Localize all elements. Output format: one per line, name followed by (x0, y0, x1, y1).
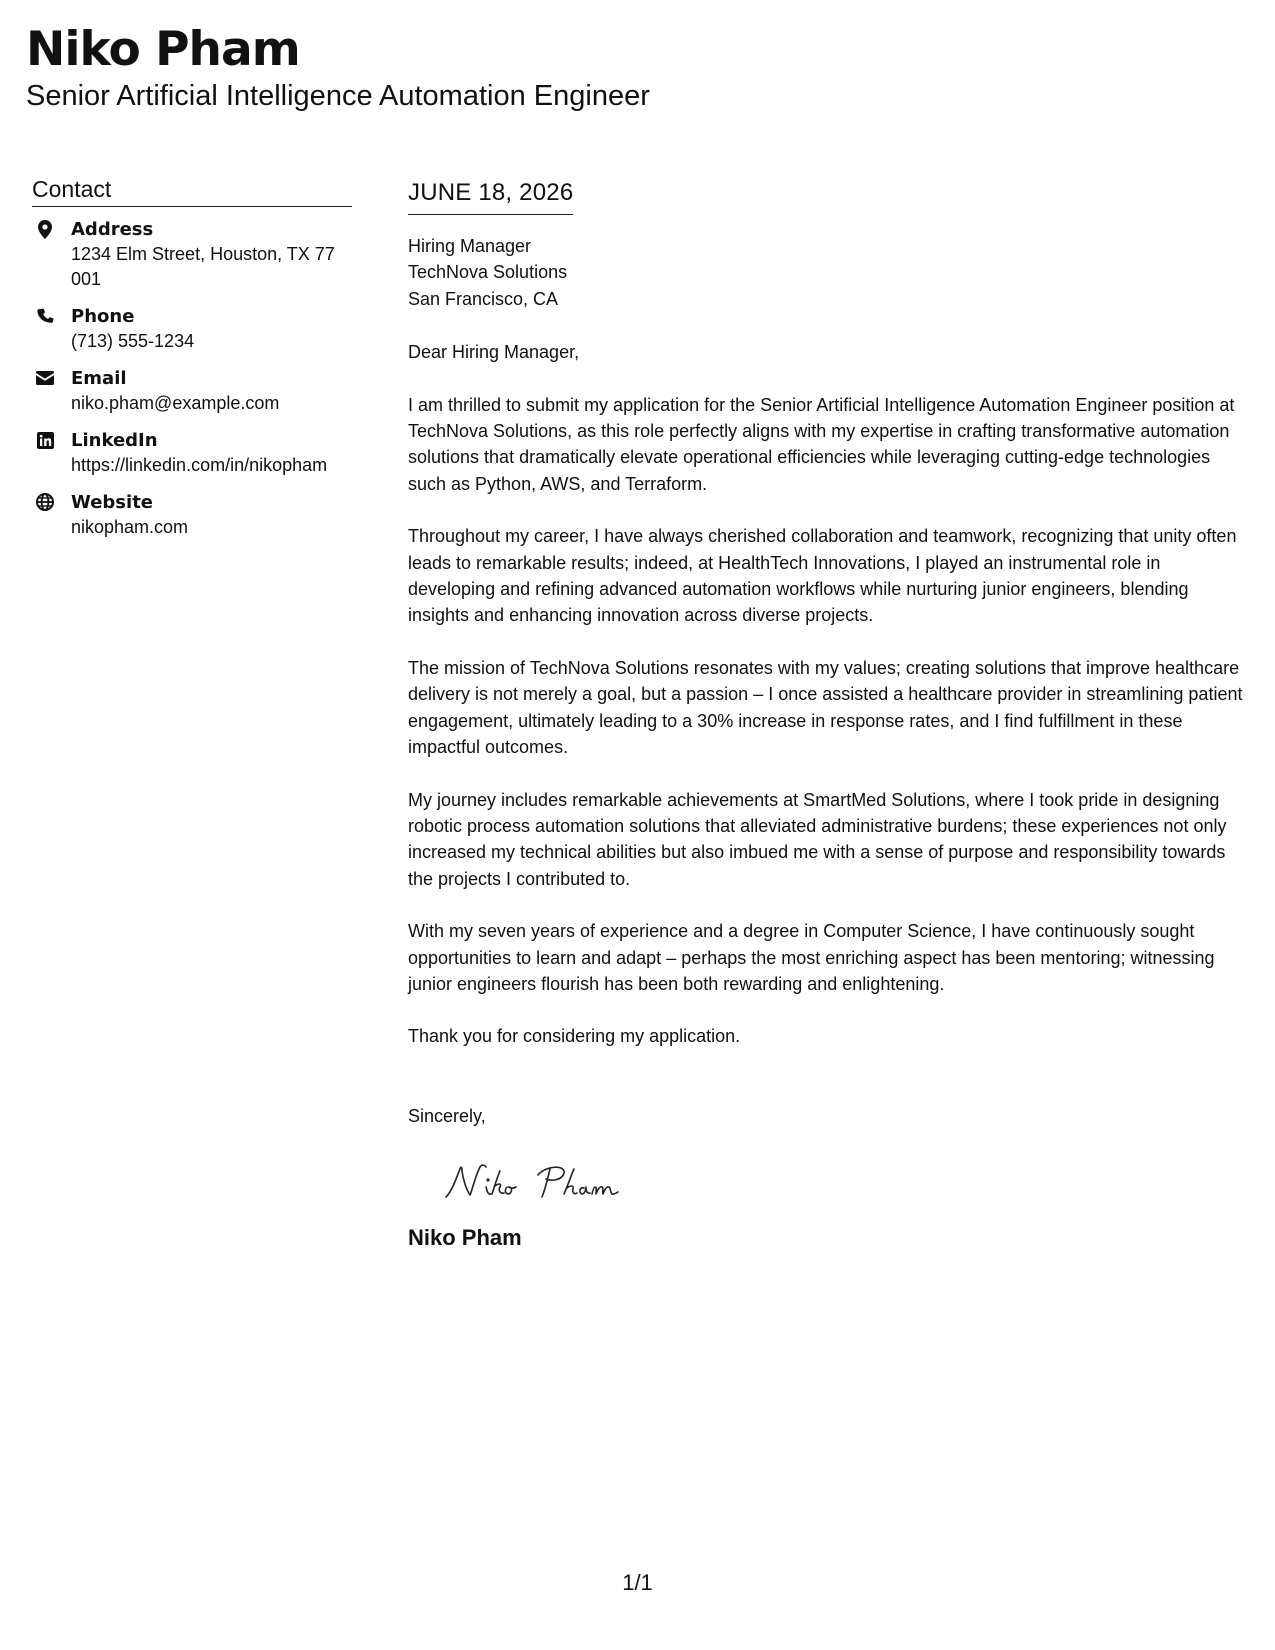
signed-name: Niko Pham (408, 1225, 522, 1251)
body-paragraph: Throughout my career, I have always cherished collaboration and teamwork, recognizing that unity often leads to remarkable results; indeed, at HealthTech Innovations, I played an instrumental role in developing and refining advanced automation workflows while nurturing junior engineers, blending insights and enhancing innovation across diverse projects. (408, 526, 1237, 626)
contact-heading: Contact (32, 174, 352, 207)
applicant-title: Senior Artificial Intelligence Automation Engineer (26, 80, 650, 112)
contact-item-website (32, 490, 352, 540)
contact-item-email (32, 366, 352, 416)
handwritten-signature (442, 1157, 662, 1207)
phone-icon (35, 306, 55, 326)
envelope-icon (35, 368, 55, 388)
map-pin-icon (35, 219, 55, 239)
page-number: 1/1 (622, 1570, 653, 1595)
recipient-block (408, 233, 1243, 312)
closing: Sincerely, (408, 1105, 486, 1126)
contact-item-phone (32, 304, 352, 354)
salutation: Dear Hiring Manager, (408, 342, 580, 363)
linkedin-value[interactable]: https://linkedin.com/in/nikopham (71, 455, 328, 475)
body-paragraph: The mission of TechNova Solutions resonates with my values; creating solutions that improve healthcare delivery is not merely a goal, but a passion – I once assisted a healthcare provider in streamlining patient engagement, ultimately leading to a 30% increase in response rates, and I find fulfillment in these impactful outcomes. (408, 657, 1243, 758)
contact-label: Address (71, 219, 154, 240)
body-paragraph: My journey includes remarkable achievements at SmartMed Solutions, where I took pride in designing robotic process automation solutions that alleviated administrative burdens; these experiences not only increased my technical abilities but also imbued me with a sense of purpose and responsibility towards the projects I contributed to. (408, 789, 1227, 889)
letter-date: JUNE 18, 2026 (408, 176, 573, 215)
letter-body (408, 176, 1243, 1253)
contact-label: Website (71, 492, 154, 513)
contact-list (32, 217, 352, 540)
address-value: 1234 Elm Street, Houston, TX 77001 (71, 244, 335, 289)
contact-label: LinkedIn (71, 430, 158, 451)
email-value[interactable]: niko.pham@example.com (71, 393, 280, 413)
phone-value: (713) 555-1234 (71, 331, 195, 351)
body-paragraph: With my seven years of experience and a degree in Computer Science, I have continuously sought opportunities to learn and adapt – perhaps the most enriching aspect has been mentoring; witnessing junior engineers flourish has been both rewarding and enlightening. (408, 921, 1215, 994)
contact-label: Phone (71, 306, 135, 327)
contact-sidebar (32, 174, 352, 552)
contact-label: Email (71, 368, 127, 389)
applicant-name: Niko Pham (26, 22, 300, 77)
body-paragraph: Thank you for considering my application. (408, 1026, 741, 1047)
body-paragraph: I am thrilled to submit my application for the Senior Artificial Intelligence Automation Engineer position at TechNova Solutions, as this role perfectly aligns with my expertise in crafting transformative automation solutions that dramatically elevate operational efficiencies while leveraging cutting-edge technologies such as Python, AWS, and Terraform. (408, 394, 1235, 494)
recipient-name: Hiring Manager (408, 236, 532, 256)
recipient-location: San Francisco, CA (408, 288, 559, 309)
linkedin-icon (35, 430, 55, 450)
recipient-company: TechNova Solutions (408, 262, 568, 283)
contact-item-linkedin (32, 428, 352, 478)
globe-icon (35, 492, 55, 512)
contact-item-address (32, 217, 352, 292)
letter-header (26, 22, 650, 114)
website-value[interactable]: nikopham.com (71, 517, 189, 537)
